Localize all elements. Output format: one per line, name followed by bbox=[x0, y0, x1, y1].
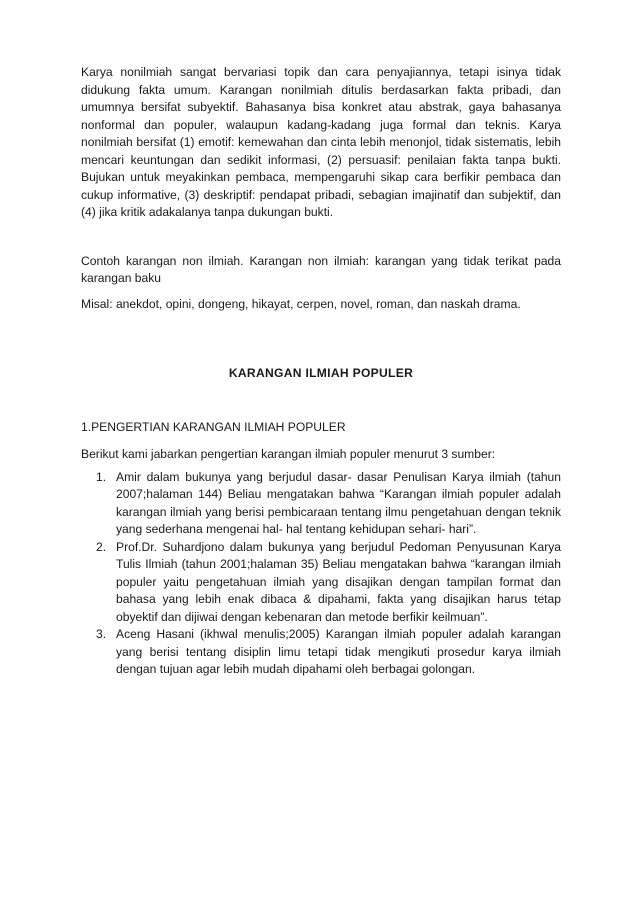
list-item bbox=[96, 626, 561, 679]
section-title: 1.PENGERTIAN KARANGAN ILMIAH POPULER bbox=[81, 419, 346, 434]
sources-list bbox=[81, 469, 561, 679]
list-item-number: 1. bbox=[96, 469, 107, 484]
paragraph-nonilmiah-list: Misal: anekdot, opini, dongeng, hikayat, cerpen, novel, roman, dan naskah drama. bbox=[81, 296, 521, 311]
list-item-number: 2. bbox=[96, 539, 107, 554]
list-item bbox=[96, 469, 561, 539]
list-item-text: Aceng Hasani (ikhwal menulis;2005) Karangan ilmiah populer adalah karangan yang berisi tentang disiplin limu tetapi tidak mengikuti prosedur karya ilmiah dengan tujuan agar lebih mudah dipahami oleh berbagai golongan. bbox=[116, 627, 561, 676]
section-intro: Berikut kami jabarkan pengertian karangan ilmiah populer menurut 3 sumber: bbox=[81, 447, 496, 461]
paragraph-nonilmiah-example: Contoh karangan non ilmiah. Karangan non ilmiah: karangan yang tidak terikat pada karangan baku bbox=[81, 253, 561, 285]
page-heading: KARANGAN ILMIAH POPULER bbox=[228, 366, 414, 380]
list-item bbox=[96, 539, 561, 627]
document-page bbox=[81, 64, 561, 679]
list-item-text: Amir dalam bukunya yang berjudul dasar- dasar Penulisan Karya ilmiah (tahun 2007;halaman 144) Beliau mengatakan bahwa “Karangan ilmiah populer adalah karangan ilmiah yang berisi pembicaraan tentang ilmu pengetahuan dengan teknik yang sederhana mengenai hal- hal tentang kehidupan sehari- hari”. bbox=[116, 469, 561, 536]
list-item-number: 3. bbox=[96, 627, 107, 641]
list-item-text: Prof.Dr. Suhardjono dalam bukunya yang berjudul Pedoman Penyusunan Karya Tulis Ilmiah (tahun 2001;halaman 35) Beliau mengatakan bahwa “karangan ilmiah populer yaitu pengetahuan ilmiah yang disajikan dengan tampilan format dan bahasa yang lebih enak dibaca & dipahami, fakta yang disajikan harus tetap obyektif dan dijiwai dengan kebenaran dan metode berfikir keilmuan”. bbox=[116, 539, 561, 624]
paragraph-nonilmiah-description: Karya nonilmiah sangat bervariasi topik dan cara penyajiannya, tetapi isinya tidak didukung fakta umum. Karangan nonilmiah ditulis berdasarkan fakta pribadi, dan umumnya bersifat subyektif. Bahasanya bisa konkret atau abstrak, gaya bahasanya nonformal dan populer, walaupun kadang-kadang juga formal dan teknis. Karya nonilmiah bersifat (1) emotif: kemewahan dan cinta lebih menonjol, tidak sistematis, lebih mencari keuntungan dan sedikit informasi, (2) persuasif: penilaian fakta tanpa bukti. Bujukan untuk meyakinkan pembaca, mempengaruhi sikap cara berfikir pembaca dan cukup informative, (3) deskriptif: pendapat pribadi, sebagian imajinatif dan subjektif, dan (4) jika kritik adakalanya tanpa dukungan bukti. bbox=[81, 65, 561, 219]
